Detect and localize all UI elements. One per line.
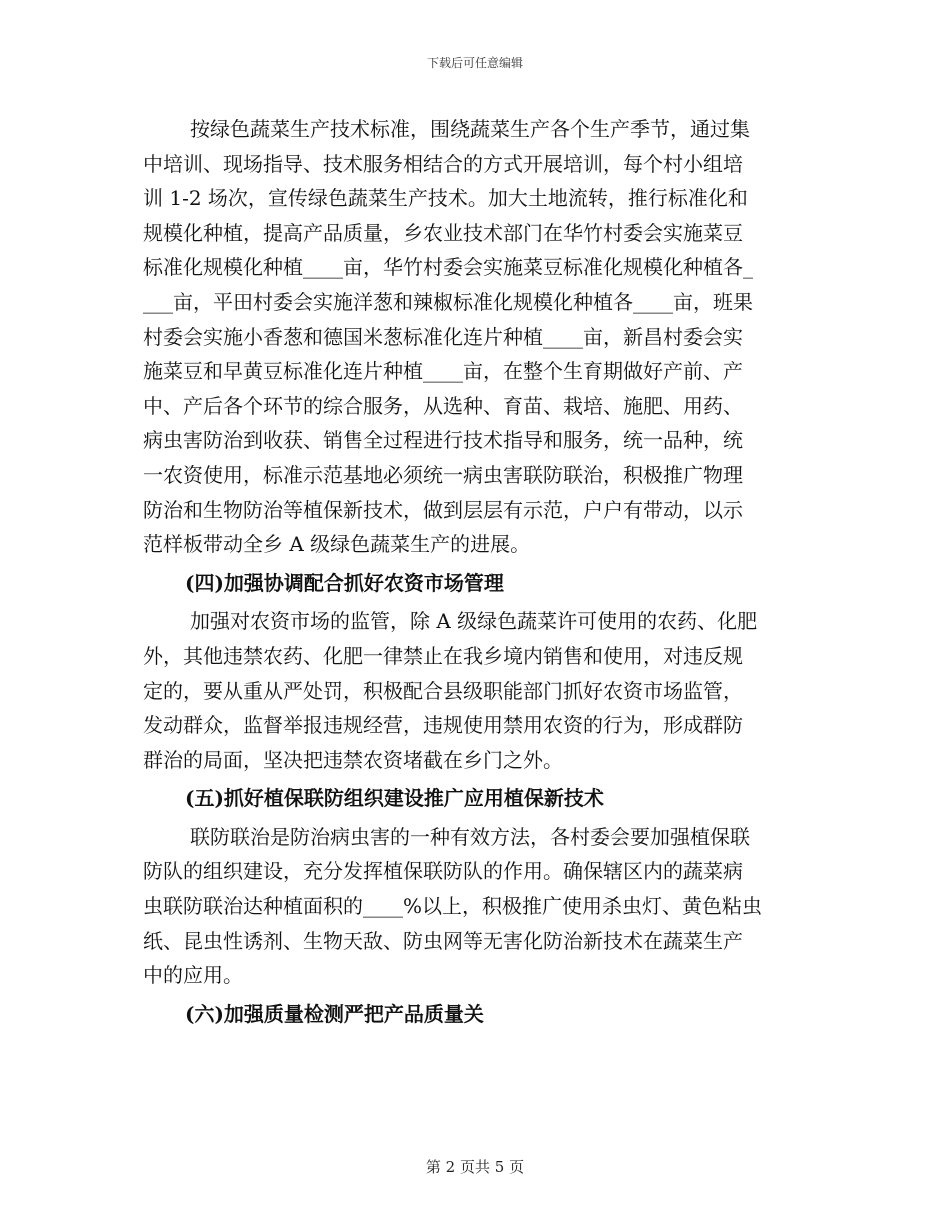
- paragraph-line: 纸、昆虫性诱剂、生物天敌、防虫网等无害化防治新技术在蔬菜生产: [143, 928, 743, 953]
- document-body: [143, 112, 808, 1035]
- paragraph-line: 群治的局面，坚决把违禁农资堵截在乡门之外。: [143, 747, 563, 772]
- page-header-note: 下载后可任意编辑: [426, 56, 523, 70]
- paragraph: [143, 820, 808, 993]
- paragraph-line: 一农资使用，标准示范基地必须统一病虫害联防联治，积极推广物理: [143, 462, 743, 487]
- section-heading: (五)抓好植保联防组织建设推广应用植保新技术: [185, 786, 604, 811]
- paragraph-line: 定的，要从重从严处罚，积极配合县级职能部门抓好农资市场监管，: [143, 678, 743, 703]
- paragraph-line: 中培训、现场指导、技术服务相结合的方式开展培训，每个村小组培: [143, 151, 743, 176]
- paragraph: [143, 112, 808, 562]
- paragraph-line: 中、产后各个环节的综合服务，从选种、育苗、栽培、施肥、用药、: [143, 393, 743, 418]
- paragraph-line: 虫联防联治达种植面积的____%以上，积极推广使用杀虫灯、黄色粘虫: [143, 894, 763, 919]
- paragraph-line: 发动群众，监督举报违规经营，违规使用禁用农资的行为，形成群防: [143, 713, 743, 738]
- paragraph-line: 防队的组织建设，充分发挥植保联防队的作用。确保辖区内的蔬菜病: [143, 859, 743, 884]
- paragraph-line: 按绿色蔬菜生产技术标准，围绕蔬菜生产各个生产季节，通过集: [190, 117, 750, 141]
- section-heading: (六)加强质量检测严把产品质量关: [185, 1001, 484, 1026]
- paragraph-line: 范样板带动全乡 A 级绿色蔬菜生产的进展。: [143, 532, 531, 557]
- paragraph-line: 联防联治是防治病虫害的一种有效方法，各村委会要加强植保联: [190, 824, 750, 849]
- paragraph-line: 训 1-2 场次，宣传绿色蔬菜生产技术。加大土地流转，推行标准化和: [143, 186, 748, 211]
- paragraph-line: 外，其他违禁农药、化肥一律禁止在我乡境内销售和使用，对违反规: [143, 643, 743, 668]
- paragraph-line: 防治和生物防治等植保新技术，做到层层有示范，户户有带动，以示: [143, 497, 743, 522]
- paragraph: [143, 604, 808, 777]
- paragraph-line: 中的应用。: [143, 963, 243, 988]
- paragraph-line: 施菜豆和早黄豆标准化连片种植____亩，在整个生育期做好产前、产: [143, 359, 743, 384]
- paragraph-line: 加强对农资市场的监管，除 A 级绿色蔬菜许可使用的农药、化肥: [190, 609, 758, 634]
- paragraph-line: 村委会实施小香葱和德国米葱标准化连片种植____亩，新昌村委会实: [143, 324, 743, 349]
- paragraph-line: ___亩，平田村委会实施洋葱和辣椒标准化规模化种植各____亩，班果: [143, 289, 753, 314]
- paragraph-line: 规模化种植，提高产品质量，乡农业技术部门在华竹村委会实施菜豆: [143, 220, 743, 245]
- paragraph-line: 标准化规模化种植____亩，华竹村委会实施菜豆标准化规模化种植各_: [143, 255, 753, 280]
- page-footer-number: 第 2 页共 5 页: [425, 1158, 525, 1176]
- paragraph-line: 病虫害防治到收获、销售全过程进行技术指导和服务，统一品种，统: [143, 428, 743, 453]
- section-heading: (四)加强协调配合抓好农资市场管理: [185, 570, 504, 595]
